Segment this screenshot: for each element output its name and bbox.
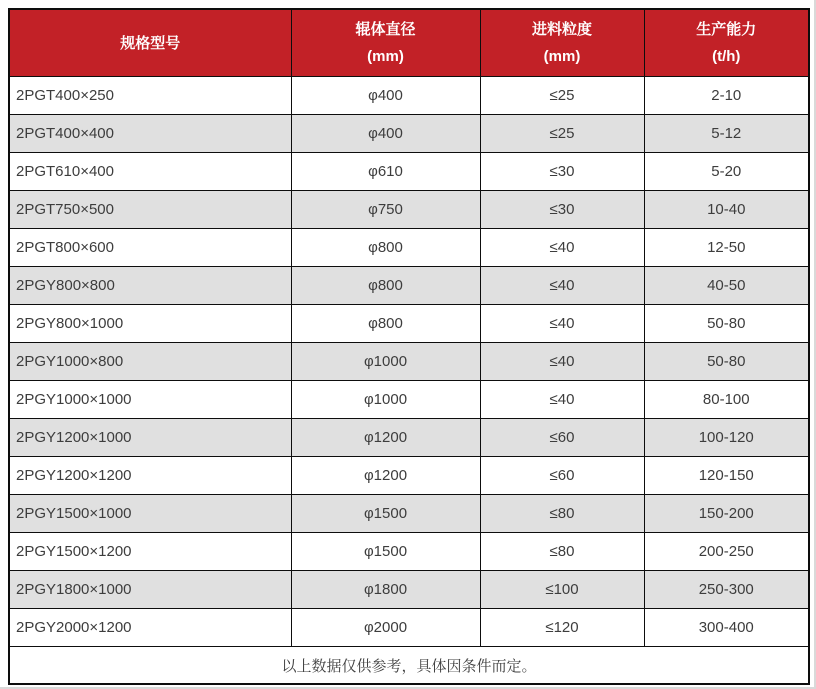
feed-size-cell: ≤100 xyxy=(480,571,644,609)
column-header-feed-size xyxy=(480,9,644,77)
capacity-cell: 100-120 xyxy=(644,419,809,457)
capacity-cell: 300-400 xyxy=(644,609,809,647)
spec-model-cell: 2PGT400×250 xyxy=(9,77,291,115)
feed-size-cell: ≤40 xyxy=(480,305,644,343)
table-row xyxy=(9,609,809,647)
column-title: 辊体直径 xyxy=(355,21,416,38)
column-unit: (t/h) xyxy=(712,48,741,65)
table-row xyxy=(9,381,809,419)
roller-diameter-cell: φ610 xyxy=(291,153,480,191)
roller-diameter-cell: φ750 xyxy=(291,191,480,229)
capacity-cell: 80-100 xyxy=(644,381,809,419)
feed-size-cell: ≤30 xyxy=(480,191,644,229)
roller-diameter-cell: φ400 xyxy=(291,115,480,153)
capacity-cell: 5-20 xyxy=(644,153,809,191)
table-row xyxy=(9,457,809,495)
roller-diameter-cell: φ1800 xyxy=(291,571,480,609)
feed-size-cell: ≤80 xyxy=(480,533,644,571)
spec-model-cell: 2PGY1500×1200 xyxy=(9,533,291,571)
capacity-cell: 50-80 xyxy=(644,343,809,381)
table-body xyxy=(9,77,809,647)
spec-model-cell: 2PGY1200×1200 xyxy=(9,457,291,495)
footnote-row xyxy=(9,647,809,685)
feed-size-cell: ≤30 xyxy=(480,153,644,191)
capacity-cell: 40-50 xyxy=(644,267,809,305)
spec-model-cell: 2PGY800×1000 xyxy=(9,305,291,343)
feed-size-cell: ≤120 xyxy=(480,609,644,647)
roller-diameter-cell: φ800 xyxy=(291,305,480,343)
spec-model-cell: 2PGY1800×1000 xyxy=(9,571,291,609)
column-header-capacity xyxy=(644,9,809,77)
column-unit: (mm) xyxy=(543,48,581,65)
roller-diameter-cell: φ2000 xyxy=(291,609,480,647)
feed-size-cell: ≤80 xyxy=(480,495,644,533)
roller-diameter-cell: φ1500 xyxy=(291,495,480,533)
spec-model-cell: 2PGY800×800 xyxy=(9,267,291,305)
column-header-roller-diameter xyxy=(291,9,480,77)
table-row xyxy=(9,229,809,267)
column-title: 规格型号 xyxy=(120,34,181,52)
capacity-cell: 12-50 xyxy=(644,229,809,267)
header-row xyxy=(9,9,809,77)
feed-size-cell: ≤40 xyxy=(480,381,644,419)
spec-model-cell: 2PGY1000×800 xyxy=(9,343,291,381)
spec-table xyxy=(8,8,810,685)
column-unit: (mm) xyxy=(367,48,404,65)
roller-diameter-cell: φ800 xyxy=(291,267,480,305)
capacity-cell: 5-12 xyxy=(644,115,809,153)
feed-size-cell: ≤60 xyxy=(480,419,644,457)
feed-size-cell: ≤40 xyxy=(480,267,644,305)
table-row xyxy=(9,153,809,191)
spec-model-cell: 2PGY1500×1000 xyxy=(9,495,291,533)
table-footnote: 以上数据仅供参考，具体因条件而定。 xyxy=(9,647,809,685)
capacity-cell: 50-80 xyxy=(644,305,809,343)
roller-diameter-cell: φ400 xyxy=(291,77,480,115)
capacity-cell: 250-300 xyxy=(644,571,809,609)
table-row xyxy=(9,77,809,115)
table-row xyxy=(9,267,809,305)
capacity-cell: 10-40 xyxy=(644,191,809,229)
table-row xyxy=(9,533,809,571)
table-row xyxy=(9,419,809,457)
feed-size-cell: ≤40 xyxy=(480,229,644,267)
feed-size-cell: ≤25 xyxy=(480,115,644,153)
roller-diameter-cell: φ1200 xyxy=(291,419,480,457)
table-row xyxy=(9,191,809,229)
roller-diameter-cell: φ800 xyxy=(291,229,480,267)
capacity-cell: 2-10 xyxy=(644,77,809,115)
column-title: 进料粒度 xyxy=(531,21,592,38)
spec-model-cell: 2PGT610×400 xyxy=(9,153,291,191)
capacity-cell: 120-150 xyxy=(644,457,809,495)
spec-model-cell: 2PGT800×600 xyxy=(9,229,291,267)
spec-model-cell: 2PGT750×500 xyxy=(9,191,291,229)
table-row xyxy=(9,343,809,381)
spec-model-cell: 2PGT400×400 xyxy=(9,115,291,153)
spec-model-cell: 2PGY1000×1000 xyxy=(9,381,291,419)
column-header-spec-model xyxy=(9,9,291,77)
feed-size-cell: ≤60 xyxy=(480,457,644,495)
spec-model-cell: 2PGY2000×1200 xyxy=(9,609,291,647)
table-row xyxy=(9,305,809,343)
roller-diameter-cell: φ1200 xyxy=(291,457,480,495)
roller-diameter-cell: φ1000 xyxy=(291,343,480,381)
table-row xyxy=(9,571,809,609)
column-title: 生产能力 xyxy=(696,21,757,38)
spec-model-cell: 2PGY1200×1000 xyxy=(9,419,291,457)
feed-size-cell: ≤40 xyxy=(480,343,644,381)
roller-diameter-cell: φ1500 xyxy=(291,533,480,571)
feed-size-cell: ≤25 xyxy=(480,77,644,115)
roller-diameter-cell: φ1000 xyxy=(291,381,480,419)
capacity-cell: 200-250 xyxy=(644,533,809,571)
table-row xyxy=(9,115,809,153)
table-row xyxy=(9,495,809,533)
capacity-cell: 150-200 xyxy=(644,495,809,533)
